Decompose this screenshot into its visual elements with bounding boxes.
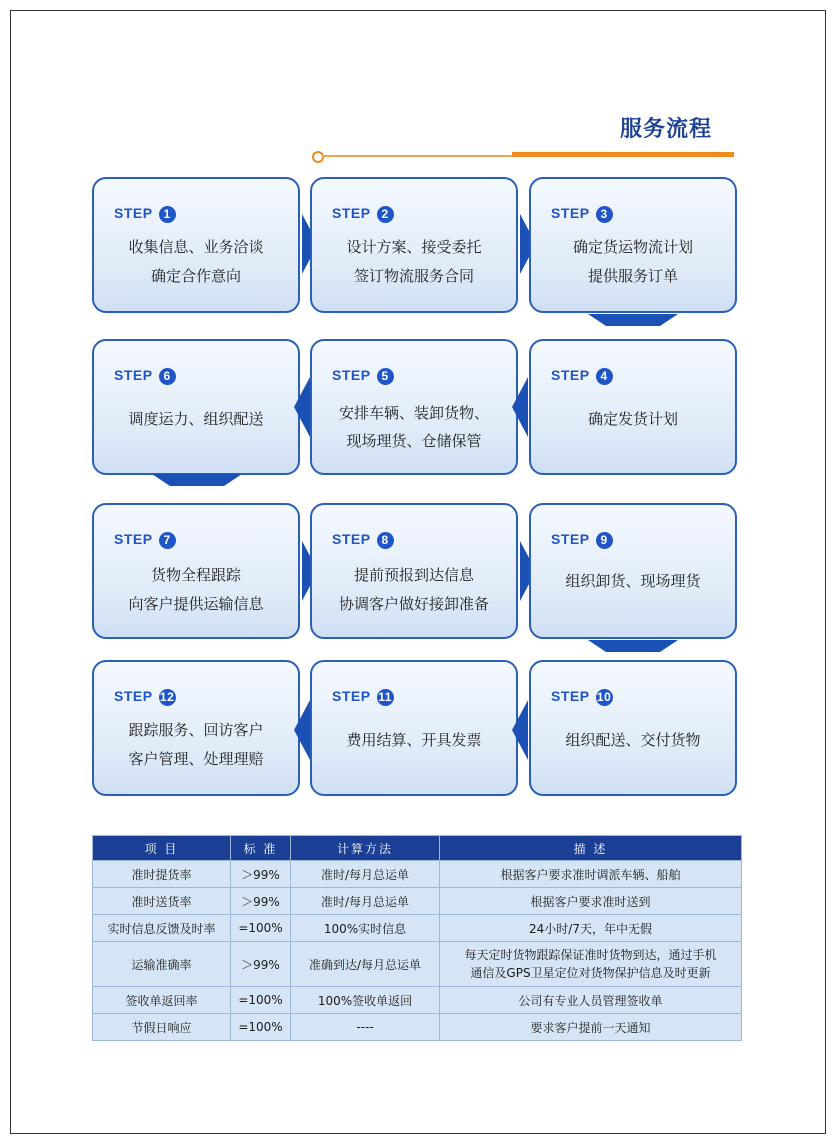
step-card-4: [529, 339, 737, 475]
step-text-line: 安排车辆、装卸货物、: [338, 404, 489, 422]
step-card-5: [310, 339, 518, 475]
step-label: STEP: [551, 205, 590, 221]
service-standard-table: [92, 835, 742, 1041]
table-cell: 根据客户要求准时调派车辆、船舶: [440, 861, 742, 888]
step-number-badge: 12: [159, 689, 175, 704]
table-cell: 准确到达/每月总运单: [291, 942, 440, 987]
step-text-line: 收集信息、业务洽谈: [128, 238, 264, 256]
table-row: [93, 987, 742, 1014]
step-text-line: 确定货运物流计划: [572, 238, 693, 256]
step-label: STEP: [332, 531, 371, 547]
step-number-badge: 7: [159, 532, 176, 549]
step-label: STEP: [114, 367, 153, 383]
table-cell: 根据客户要求准时送到: [440, 888, 742, 915]
table-cell: 100%签收单返回: [291, 987, 440, 1014]
step-number-badge: 10: [596, 689, 612, 704]
step-text-line: 协调客户做好接卸准备: [338, 595, 489, 613]
table-cell: ----: [291, 1014, 440, 1041]
step-label: STEP: [114, 688, 153, 704]
step-text-line: 确定发货计划: [587, 410, 678, 428]
step-card-9: [529, 503, 737, 639]
step-number-badge: 2: [377, 206, 394, 223]
table-cell: 签收单返回率: [93, 987, 231, 1014]
table-cell-line: 每天定时货物跟踪保证准时货物到达，通过手机: [464, 948, 717, 962]
table-cell: 准时送货率: [93, 888, 231, 915]
step-label: STEP: [332, 688, 371, 704]
step-label: STEP: [114, 531, 153, 547]
column-header: 计算方法: [291, 836, 440, 861]
step-text-line: 签订物流服务合同: [353, 267, 474, 285]
step-text-line: 费用结算、开具发票: [346, 731, 482, 749]
step-card-11: [310, 660, 518, 796]
step-label: STEP: [332, 367, 371, 383]
table-row: [93, 1014, 742, 1041]
table-cell: 实时信息反馈及时率: [93, 915, 231, 942]
step-text-line: 向客户提供运输信息: [128, 595, 264, 613]
table-cell: 准时/每月总运单: [291, 861, 440, 888]
step-card-2: [310, 177, 518, 313]
step-text-line: 确定合作意向: [150, 267, 241, 285]
step-text-line: 组织卸货、现场理货: [565, 572, 701, 590]
title-decoration-line: [322, 155, 512, 157]
table-cell: 运输准确率: [93, 942, 231, 987]
step-text-line: 提前预报到达信息: [353, 566, 474, 584]
step-label: STEP: [551, 531, 590, 547]
page-title: 服务流程: [620, 117, 713, 142]
step-card-12: [92, 660, 300, 796]
table-row: [93, 861, 742, 888]
step-number-badge: 3: [596, 206, 613, 223]
step-label: STEP: [332, 205, 371, 221]
step-card-10: [529, 660, 737, 796]
table-row: [93, 888, 742, 915]
table-cell: ＞99%: [231, 888, 291, 915]
table-cell: =100%: [231, 987, 291, 1014]
table-cell: ＞99%: [231, 942, 291, 987]
column-header: 项 目: [93, 836, 231, 861]
table-cell: [440, 942, 742, 987]
table-cell: 100%实时信息: [291, 915, 440, 942]
table-cell: 公司有专业人员管理签收单: [440, 987, 742, 1014]
step-text-line: 客户管理、处理理赔: [128, 750, 264, 768]
table-cell: 节假日响应: [93, 1014, 231, 1041]
step-number-badge: 5: [377, 368, 394, 385]
step-text-line: 货物全程跟踪: [150, 566, 241, 584]
step-text-line: 跟踪服务、回访客户: [128, 721, 264, 739]
table-cell: 准时提货率: [93, 861, 231, 888]
step-text-line: 提供服务订单: [587, 267, 678, 285]
step-text-line: 组织配送、交付货物: [565, 731, 701, 749]
column-header: 标 准: [231, 836, 291, 861]
table-row: [93, 942, 742, 987]
step-text-line: 设计方案、接受委托: [346, 238, 482, 256]
table-row: [93, 915, 742, 942]
title-decoration-dot: [312, 151, 324, 163]
table-cell: =100%: [231, 1014, 291, 1041]
step-number-badge: 6: [159, 368, 176, 385]
table-cell: 24小时/7天，年中无假: [440, 915, 742, 942]
table-cell: 要求客户提前一天通知: [440, 1014, 742, 1041]
table-cell-line: 通信及GPS卫星定位对货物保护信息及时更新: [470, 966, 711, 980]
step-label: STEP: [551, 688, 590, 704]
step-number-badge: 4: [596, 368, 613, 385]
column-header: 描 述: [440, 836, 742, 861]
title-decoration-bar: [512, 152, 734, 157]
step-number-badge: 11: [378, 689, 392, 704]
step-number-badge: 9: [596, 532, 613, 549]
step-card-7: [92, 503, 300, 639]
table-cell: ＞99%: [231, 861, 291, 888]
step-card-6: [92, 339, 300, 475]
step-label: STEP: [114, 205, 153, 221]
table-header-row: [93, 836, 742, 861]
step-number-badge: 8: [377, 532, 394, 549]
step-text-line: 调度运力、组织配送: [128, 410, 264, 428]
table-cell: =100%: [231, 915, 291, 942]
step-number-badge: 1: [159, 206, 176, 223]
table-cell: 准时/每月总运单: [291, 888, 440, 915]
step-card-1: [92, 177, 300, 313]
step-text-line: 现场理货、仓储保管: [346, 432, 482, 450]
step-card-3: [529, 177, 737, 313]
step-label: STEP: [551, 367, 590, 383]
step-card-8: [310, 503, 518, 639]
